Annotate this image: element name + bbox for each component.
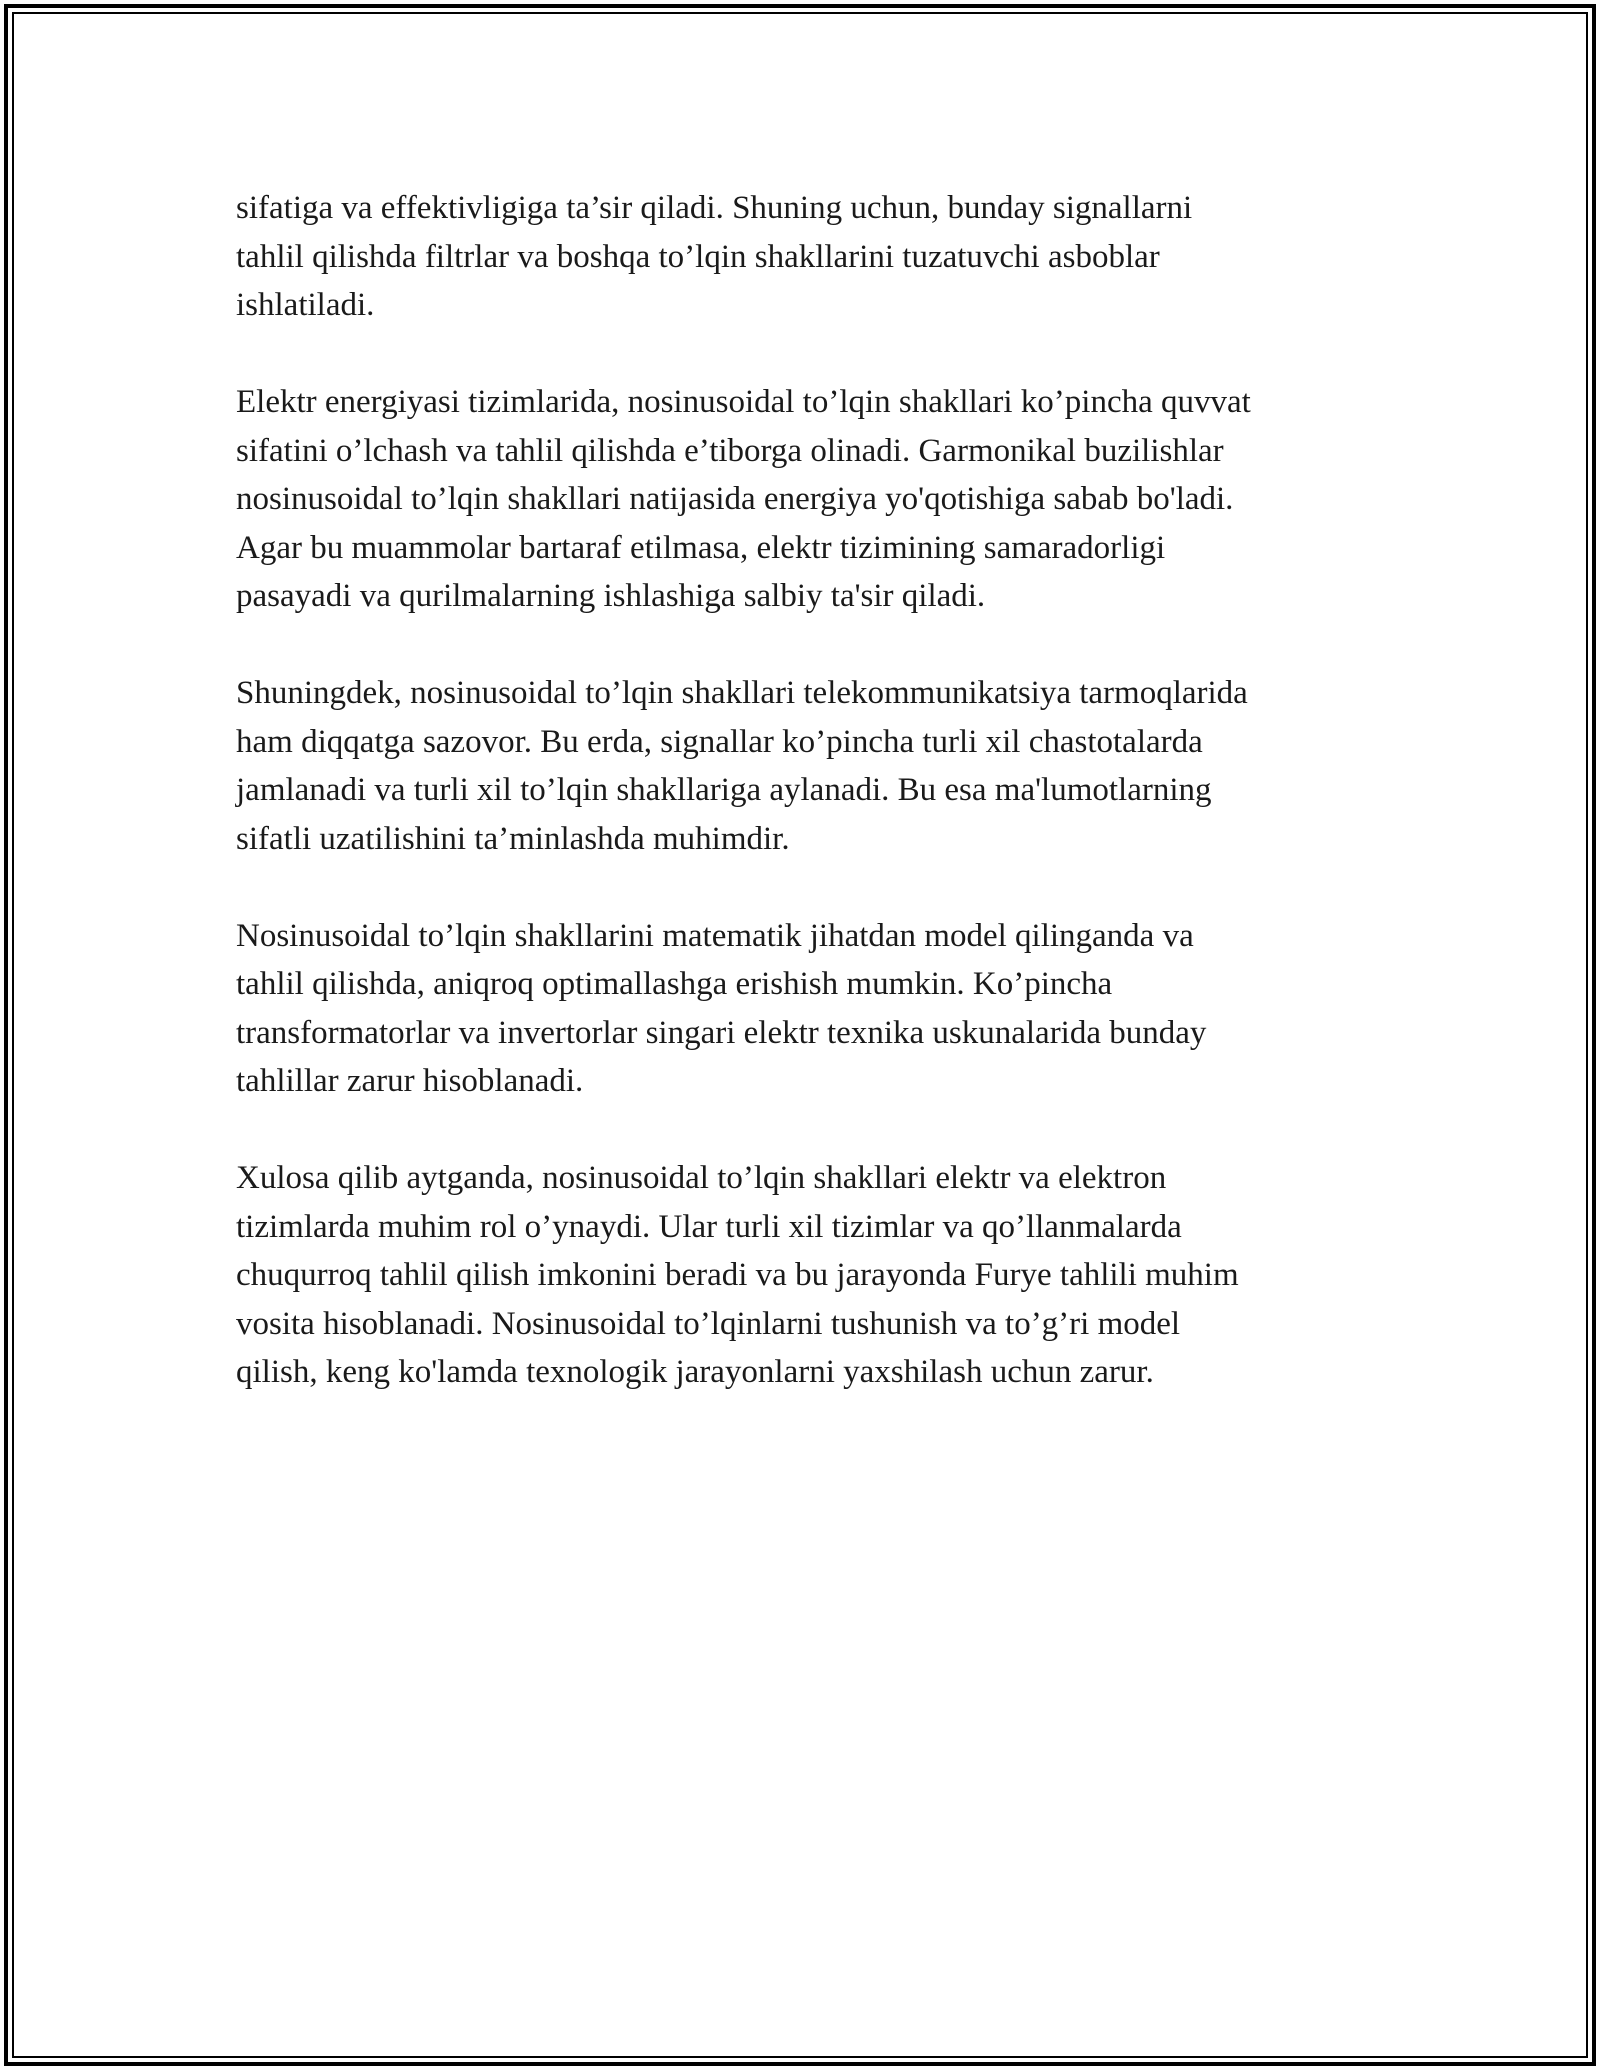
paragraph-line: jamlanadi va turli xil to’lqin shakllariga aylanadi. Bu esa ma'lumotlarning [236, 772, 1212, 808]
paragraph-line: qilish, keng ko'lamda texnologik jarayonlarni yaxshilash uchun zarur. [236, 1354, 1154, 1390]
paragraph-line: Xulosa qilib aytganda, nosinusoidal to’lqin shakllari elektr va elektron [236, 1160, 1167, 1196]
paragraph-line: tizimlarda muhim rol o’ynaydi. Ular turli xil tizimlar va qo’llanmalarda [236, 1208, 1182, 1245]
paragraph-1 [236, 184, 1376, 330]
paragraph-line: ham diqqatga sazovor. Bu erda, signallar ko’pincha turli xil chastotalarda [236, 723, 1203, 760]
paragraph-line: sifatiga va effektivligiga ta’sir qiladi. Shuning uchun, bunday signallarni [236, 190, 1193, 226]
paragraph-line: Agar bu muammolar bartaraf etilmasa, elektr tizimining samaradorligi [236, 529, 1166, 566]
paragraph-line: tahlil qilishda, aniqroq optimallashga erishish mumkin. Ko’pincha [236, 966, 1113, 1002]
paragraph-5 [236, 1154, 1376, 1397]
paragraph-line: ishlatiladi. [236, 287, 375, 323]
paragraph-line: transformatorlar va invertorlar singari elektr texnika uskunalarida bunday [236, 1014, 1207, 1051]
paragraph-3 [236, 669, 1376, 863]
paragraph-line: tahlillar zarur hisoblanadi. [236, 1063, 584, 1099]
paragraph-4 [236, 912, 1376, 1106]
paragraph-line: nosinusoidal to’lqin shakllari natijasida energiya yo'qotishiga sabab bo'ladi. [236, 481, 1234, 517]
paragraph-line: vosita hisoblanadi. Nosinusoidal to’lqinlarni tushunish va to’g’ri model [236, 1305, 1181, 1342]
paragraph-line: Elektr energiyasi tizimlarida, nosinusoidal to’lqin shakllari ko’pincha quvvat [236, 384, 1251, 420]
paragraph-line: Nosinusoidal to’lqin shakllarini matematik jihatdan model qilinganda va [236, 917, 1194, 954]
paragraph-line: sifatini o’lchash va tahlil qilishda e’tiborga olinadi. Garmonikal buzilishlar [236, 432, 1224, 469]
paragraph-2 [236, 378, 1376, 621]
paragraph-line: pasayadi va qurilmalarning ishlashiga salbiy ta'sir qiladi. [236, 578, 986, 614]
paragraph-line: chuqurroq tahlil qilish imkonini beradi va bu jarayonda Furye tahlili muhim [236, 1257, 1239, 1293]
paragraph-line: sifatli uzatilishini ta’minlashda muhimdir. [236, 820, 790, 857]
paragraph-line: Shuningdek, nosinusoidal to’lqin shakllari telekommunikatsiya tarmoqlarida [236, 675, 1248, 711]
paragraph-line: tahlil qilishda filtrlar va boshqa to’lqin shakllarini tuzatuvchi asboblar [236, 238, 1160, 275]
document-body [236, 184, 1376, 1445]
